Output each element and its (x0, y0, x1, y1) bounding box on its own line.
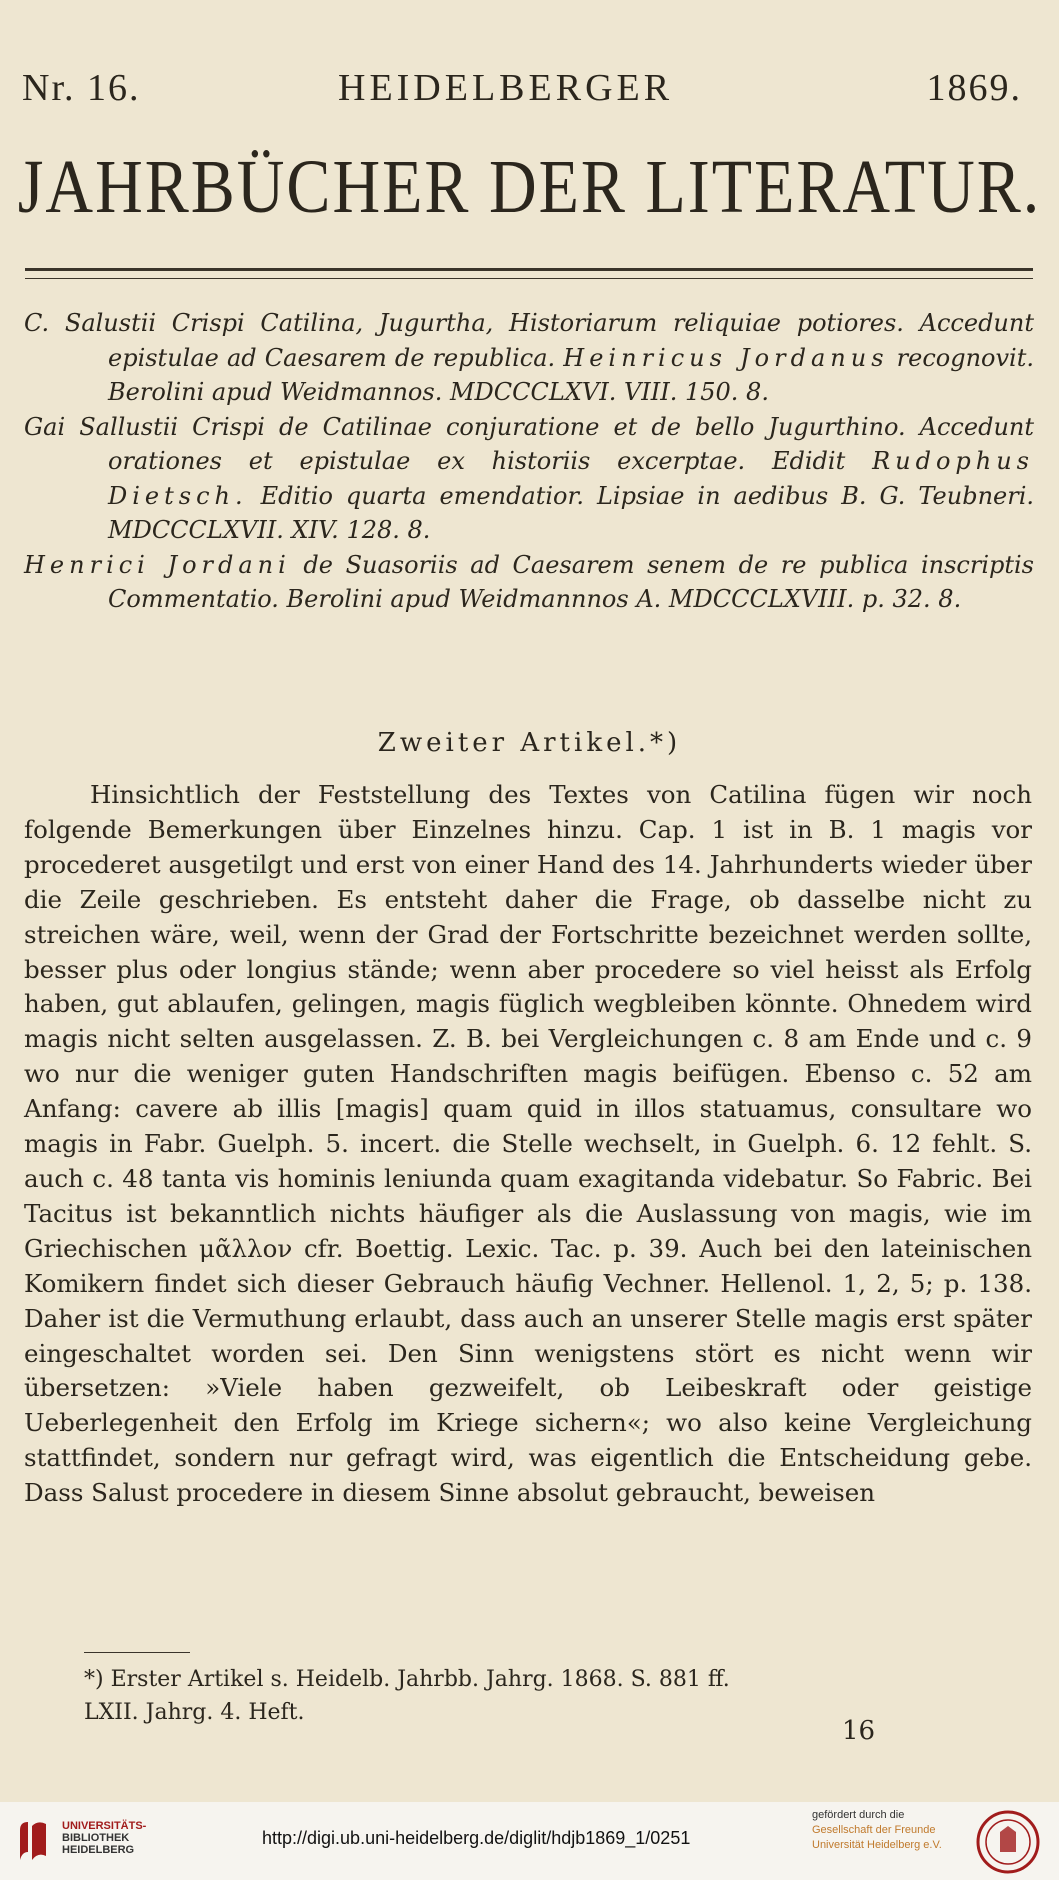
bib-entry-2: Gai Sallustii Crispi de Catilinae conjuratione et de bello Jugurthino. Accedunt orationes et epistulae ex historiis excerptae. Edidit Rudophus Dietsch. Editio quarta emendatior. Lipsiae in aedibus B. G. Teubneri. MDCCCLXVII. XIV. 128. 8. (24, 412, 1034, 544)
footnote-separator (84, 1652, 190, 1653)
source-url-link[interactable]: http://digi.ub.uni-heidelberg.de/diglit/hdjb1869_1/0251 (262, 1828, 691, 1848)
library-name: UNIVERSITÄTS- BIBLIOTHEK HEIDELBERG (62, 1820, 147, 1856)
sponsor-text: gefördert durch die Gesellschaft der Freunde Universität Heidelberg e.V. (812, 1809, 942, 1851)
footnote: *) Erster Artikel s. Heidelb. Jahrbb. Jahrg. 1868. S. 881 ff. (84, 1667, 730, 1692)
signature-number: 16 (842, 1716, 876, 1746)
bibliography (24, 306, 1034, 617)
issue-number: Nr. 16. (22, 67, 141, 109)
university-seal-icon (976, 1810, 1040, 1874)
article-title: Zweiter Artikel.*) (377, 728, 682, 758)
journal-title: JAHRBÜCHER DER LITERATUR. (17, 145, 1042, 230)
publisher-name: HEIDELBERGER (338, 67, 674, 109)
bib-entry-3: Henrici Jordani de Suasoriis ad Caesarem senem de re publica inscriptis Commentatio. Berolini apud Weidmannnos A. MDCCCLXVIII. p. 32. 8. (24, 550, 1034, 613)
page-header (22, 66, 1022, 116)
digitization-footer (0, 1802, 1059, 1880)
signature-line: LXII. Jahrg. 4. Heft. (84, 1700, 305, 1725)
library-logo-icon (12, 1816, 58, 1866)
bib-entry-1: C. Salustii Crispi Catilina, Jugurtha, Historiarum reliquiae potiores. Accedunt epistulae ad Caesarem de republica. Heinricus Jordanus recognovit. Berolini apud Weidmannos. MDCCCLXVI. VIII. 150. 8. (24, 309, 1034, 406)
issue-year: 1869. (926, 67, 1022, 109)
title-rule (25, 268, 1033, 279)
article-body: Hinsichtlich der Feststellung des Textes von Catilina fügen wir noch folgende Bemerkungen über Einzelnes hinzu. Cap. 1 ist in B. 1 magis vor procederet ausgetilgt und erst von einer Hand des 14. Jahrhunderts wieder über die Zeile geschrieben. Es entsteht daher die Frage, ob dasselbe nicht zu streichen wäre, weil, wenn der Grad der Fortschritte bezeichnet werden sollte, besser plus oder longius stände; wenn aber procedere so viel heisst als Erfolg haben, gut ablaufen, gelingen, magis füglich wegbleiben könnte. Ohnedem wird magis nicht selten ausgelassen. Z. B. bei Vergleichungen c. 8 am Ende und c. 9 wo nur die weniger guten Handschriften magis beifügen. Ebenso c. 52 am Anfang: cavere ab illis [magis] quam quid in illos statuamus, consultare wo magis in Fabr. Guelph. 5. incert. die Stelle wechselt, in Guelph. 6. 12 fehlt. S. auch c. 48 tanta vis hominis leniunda quam exagitanda videbatur. So Fabric. Bei Tacitus ist bekanntlich nichts häufiger als die Auslassung von magis, wie im Griechischen μᾶλλον cfr. Boettig. Lexic. Tac. p. 39. Auch bei den lateinischen Komikern findet sich dieser Gebrauch häufig Vechner. Hellenol. 1, 2, 5; p. 138. Daher ist die Vermuthung erlaubt, dass auch an unserer Stelle magis erst später eingeschaltet worden sei. Den Sinn wenigstens stört es nicht wenn wir übersetzen: »Viele haben gezweifelt, ob Leibeskraft oder geistige Ueberlegenheit den Erfolg im Kriege sichern«; wo also keine Vergleichung stattfindet, sondern nur gefragt wird, was eigentlich die Entscheidung gebe. Dass Salust procedere in diesem Sinne absolut gebraucht, beweisen (24, 780, 1032, 1508)
